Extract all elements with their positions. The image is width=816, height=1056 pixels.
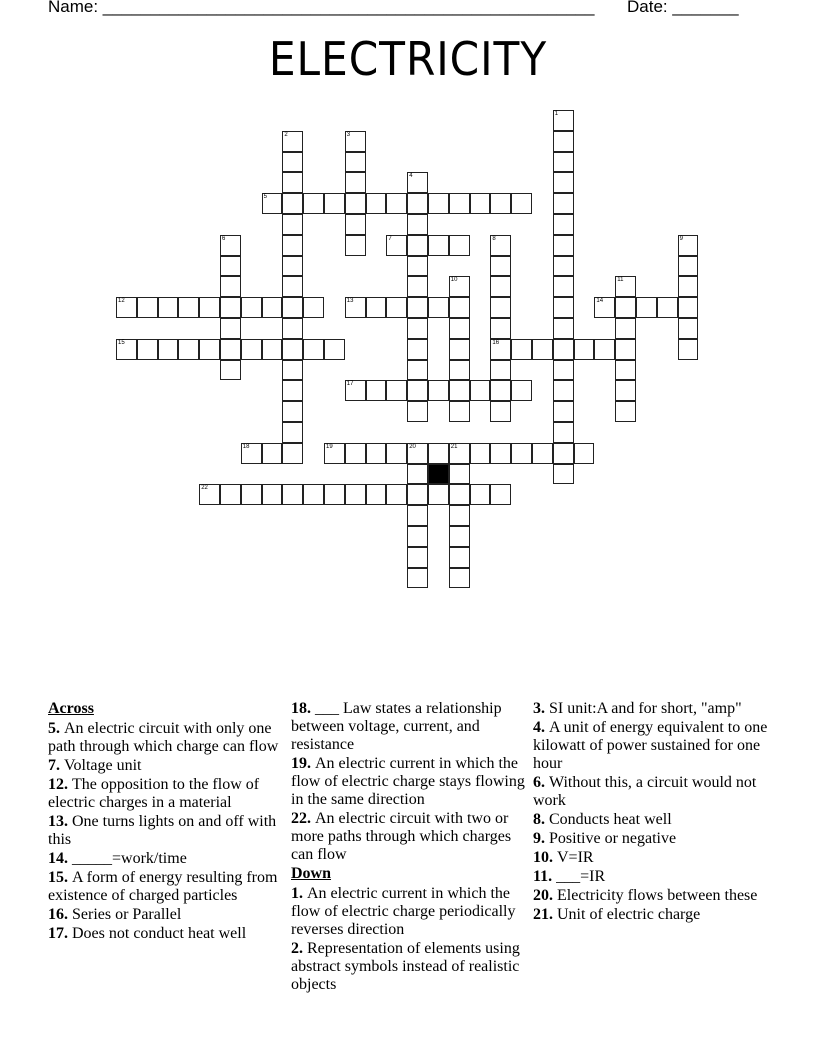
clue-text: Positive or negative [549,830,677,847]
grid-cell[interactable] [386,443,407,464]
down-clue [533,830,773,848]
grid-cell[interactable] [282,172,303,193]
grid-cell[interactable] [345,297,366,318]
down-clue [533,906,773,924]
grid-cell[interactable] [241,484,262,505]
grid-cell[interactable] [449,318,470,339]
grid-cell[interactable] [220,256,241,277]
clue-text: The opposition to the flow of electric charges in a material [48,776,260,811]
grid-cell[interactable] [386,235,407,256]
grid-cell[interactable] [615,276,636,297]
clue-number: 4 [409,173,413,180]
clue-number: 9 [679,235,683,242]
grid-cell[interactable] [386,484,407,505]
clue-text: An electric circuit with two or more paths through which charges can flow [291,810,512,863]
across-clue [291,810,531,864]
grid-cell[interactable] [615,297,636,318]
date-field-label[interactable]: Date: _______ [627,0,739,16]
grid-cell[interactable] [345,484,366,505]
grid-cell[interactable] [407,380,428,401]
grid-cell[interactable] [282,484,303,505]
grid-cell[interactable] [282,193,303,214]
grid-cell[interactable] [324,443,345,464]
grid-cell[interactable] [428,297,449,318]
grid-cell[interactable] [553,276,574,297]
clues-column-3 [533,700,773,925]
grid-cell[interactable] [407,464,428,485]
grid-cell[interactable] [532,443,553,464]
grid-cell[interactable] [490,235,511,256]
grid-cell[interactable] [553,339,574,360]
clue-number: 10 [450,277,458,284]
grid-cell[interactable] [116,339,137,360]
grid-cell[interactable] [241,297,262,318]
clue-text: An electric circuit with only one path through which charge can flow [48,720,279,755]
clue-number: 18. [291,700,315,717]
grid-cell[interactable] [158,297,179,318]
grid-cell[interactable] [407,568,428,589]
grid-cell[interactable] [449,484,470,505]
clue-number: 11. [533,868,557,885]
clue-text: An electric current in which the flow of electric charge periodically reverses direction [291,885,516,938]
down-clue [291,940,531,994]
down-clue [533,700,773,718]
across-heading: Across [48,700,94,717]
grid-cell[interactable] [407,360,428,381]
down-clue [533,868,773,886]
clue-number: 5 [263,194,267,201]
grid-cell[interactable] [282,276,303,297]
clue-number: 20 [409,443,416,450]
down-clue [533,774,773,810]
clue-text: Representation of elements using abstract symbols instead of realistic objects [291,940,520,993]
grid-cell[interactable] [345,131,366,152]
grid-cell[interactable] [386,193,407,214]
grid-cell[interactable] [282,443,303,464]
down-clue-list-part-2 [533,700,773,924]
grid-cell[interactable] [470,484,491,505]
grid-cell[interactable] [116,297,137,318]
grid-cell[interactable] [470,193,491,214]
clue-text: Conducts heat well [549,811,672,828]
across-clue [48,720,288,756]
grid-cell[interactable] [407,297,428,318]
clue-number: 19. [291,755,315,772]
grid-cell[interactable] [282,256,303,277]
grid-cell[interactable] [657,297,678,318]
grid-cell[interactable] [199,484,220,505]
grid-cell[interactable] [532,339,553,360]
grid-cell[interactable] [449,360,470,381]
clue-number: 3. [533,700,549,717]
name-field-label[interactable]: Name: ____________________________________________________ [48,0,595,16]
grid-cell[interactable] [553,360,574,381]
clue-text: SI unit:A and for short, "amp" [549,700,742,717]
grid-cell[interactable] [449,276,470,297]
grid-cell[interactable] [449,235,470,256]
grid-cell[interactable] [282,131,303,152]
across-clue [48,869,288,905]
grid-cell[interactable] [428,380,449,401]
clue-text: An electric current in which the flow of electric charge stays flowing in the same direction [291,755,525,808]
grid-cell[interactable] [366,297,387,318]
grid-cell[interactable] [407,443,428,464]
clue-number: 18 [242,443,250,450]
grid-cell[interactable] [615,318,636,339]
grid-cell[interactable] [490,193,511,214]
clue-number: 8 [492,235,496,242]
grid-cell[interactable] [282,360,303,381]
grid-cell[interactable] [282,214,303,235]
grid-cell[interactable] [615,339,636,360]
grid-cell[interactable] [199,339,220,360]
down-clue [291,885,531,939]
grid-cell[interactable] [262,484,283,505]
grid-cell[interactable] [262,297,283,318]
grid-cell[interactable] [407,526,428,547]
grid-cell[interactable] [449,505,470,526]
clue-number: 6 [222,235,226,242]
grid-cell[interactable] [511,443,532,464]
grid-cell[interactable] [282,318,303,339]
clue-text: Electricity flows between these [557,887,758,904]
clue-text: One turns lights on and off with this [48,813,277,848]
clue-number: 13 [346,298,354,305]
grid-cell[interactable] [553,256,574,277]
clue-text: ___ Law states a relationship between voltage, current, and resistance [291,700,502,753]
grid-cell[interactable] [428,443,449,464]
grid-cell[interactable] [407,172,428,193]
down-clue [533,849,773,867]
grid-cell[interactable] [386,297,407,318]
grid-cell[interactable] [553,214,574,235]
grid-cell[interactable] [449,547,470,568]
grid-cell[interactable] [490,360,511,381]
clue-number: 21 [450,443,458,450]
grid-cell[interactable] [407,193,428,214]
clue-number: 15. [48,869,72,886]
grid-cell[interactable] [282,339,303,360]
grid-cell[interactable] [615,380,636,401]
grid-cell[interactable] [407,235,428,256]
clue-number: 22 [201,485,208,492]
grid-cell[interactable] [345,172,366,193]
grid-cell[interactable] [553,110,574,131]
clue-number: 5. [48,720,64,737]
clue-number: 7 [388,235,392,242]
grid-cell[interactable] [678,297,699,318]
grid-cell[interactable] [345,235,366,256]
across-clue [48,757,288,775]
clue-text: Without this, a circuit would not work [533,774,757,809]
grid-cell[interactable] [553,318,574,339]
clue-number: 3 [346,131,351,138]
grid-cell[interactable] [407,214,428,235]
clue-number: 4. [533,719,549,736]
grid-cell[interactable] [282,297,303,318]
clue-number: 14 [596,298,604,305]
grid-cell[interactable] [553,152,574,173]
grid-cell[interactable] [511,380,532,401]
clue-number: 15 [118,339,125,346]
grid-cell[interactable] [449,568,470,589]
clue-number: 16. [48,906,72,923]
grid-cell[interactable] [282,422,303,443]
grid-cell[interactable] [490,256,511,277]
grid-cell[interactable] [449,193,470,214]
grid-cell[interactable] [553,443,574,464]
grid-cell[interactable] [345,193,366,214]
grid-cell[interactable] [303,193,324,214]
grid-cell[interactable] [345,380,366,401]
grid-cell[interactable] [345,214,366,235]
grid-cell[interactable] [594,339,615,360]
grid-cell[interactable] [553,172,574,193]
clue-number: 17. [48,925,72,942]
grid-cell[interactable] [428,235,449,256]
grid-cell[interactable] [220,484,241,505]
grid-cell[interactable] [511,193,532,214]
grid-cell[interactable] [449,464,470,485]
clue-number: 7. [48,757,64,774]
clue-number: 9. [533,830,549,847]
clue-number: 19 [326,443,333,450]
grid-cell[interactable] [449,297,470,318]
clue-text: Voltage unit [64,757,142,774]
grid-cell[interactable] [553,380,574,401]
grid-cell[interactable] [678,339,699,360]
clue-text: ___=IR [556,868,606,885]
clue-number: 2 [284,131,288,138]
clue-number: 12 [118,298,125,305]
grid-cell[interactable] [407,339,428,360]
grid-cell[interactable] [137,297,158,318]
grid-cell[interactable] [241,443,262,464]
grid-cell[interactable] [199,297,220,318]
grid-cell[interactable] [158,339,179,360]
grid-cell[interactable] [303,339,324,360]
grid-cell[interactable] [449,526,470,547]
grid-cell[interactable] [220,276,241,297]
grid-cell[interactable] [407,256,428,277]
grid-cell[interactable] [178,297,199,318]
across-clue [48,776,288,812]
clue-text: Series or Parallel [72,906,182,923]
grid-cell[interactable] [490,339,511,360]
grid-cell[interactable] [386,380,407,401]
across-clue [48,925,288,943]
grid-cell[interactable] [553,401,574,422]
grid-cell[interactable] [678,318,699,339]
clue-text: _____=work/time [72,850,187,867]
grid-cell[interactable] [324,339,345,360]
grid-cell[interactable] [366,484,387,505]
clue-text: Unit of electric charge [557,906,701,923]
down-clue-list-part-1 [291,885,531,994]
grid-cell[interactable] [428,484,449,505]
grid-cell[interactable] [490,276,511,297]
clue-text: Does not conduct heat well [72,925,247,942]
grid-cell[interactable] [490,380,511,401]
grid-cell[interactable] [553,297,574,318]
grid-cell[interactable] [678,276,699,297]
grid-cell[interactable] [282,401,303,422]
page-title: ELECTRICITY [268,32,548,86]
grid-cell[interactable] [407,484,428,505]
grid-cell[interactable] [428,193,449,214]
grid-cell[interactable] [678,235,699,256]
clue-text: A form of energy resulting from existence of charged particles [48,869,278,904]
clue-number: 2. [291,940,307,957]
grid-cell[interactable] [407,318,428,339]
grid-cell[interactable] [574,339,595,360]
clue-number: 20. [533,887,557,904]
grid-cell[interactable] [282,152,303,173]
grid-cell[interactable] [178,339,199,360]
clue-number: 13. [48,813,72,830]
grid-cell[interactable] [282,235,303,256]
black-cell [428,464,449,485]
grid-cell[interactable] [490,297,511,318]
grid-cell[interactable] [553,235,574,256]
grid-cell[interactable] [407,401,428,422]
grid-cell[interactable] [220,339,241,360]
grid-cell[interactable] [366,443,387,464]
down-clue [533,719,773,773]
grid-cell[interactable] [407,547,428,568]
grid-cell[interactable] [470,443,491,464]
across-clue [48,906,288,924]
across-clue [291,755,531,809]
clue-number: 1. [291,885,307,902]
down-heading: Down [291,865,332,882]
clue-number: 8. [533,811,549,828]
grid-cell[interactable] [324,484,345,505]
grid-cell[interactable] [220,297,241,318]
across-clue-list-part-2 [291,700,531,864]
grid-cell[interactable] [574,443,595,464]
grid-cell[interactable] [636,297,657,318]
grid-cell[interactable] [490,443,511,464]
grid-cell[interactable] [407,505,428,526]
down-clue [533,811,773,829]
grid-cell[interactable] [262,443,283,464]
grid-cell[interactable] [615,360,636,381]
clues-column-2 [291,700,531,995]
clue-number: 6. [533,774,549,791]
clue-number: 16 [492,339,500,346]
clue-number: 11 [617,277,624,284]
grid-cell[interactable] [345,152,366,173]
grid-cell[interactable] [490,318,511,339]
grid-cell[interactable] [553,422,574,443]
grid-cell[interactable] [449,443,470,464]
grid-cell[interactable] [470,380,491,401]
grid-cell[interactable] [345,443,366,464]
across-clue [48,813,288,849]
grid-cell[interactable] [137,339,158,360]
clue-number: 21. [533,906,557,923]
across-clue [291,700,531,754]
clue-number: 17 [346,381,354,388]
clue-text: V=IR [557,849,594,866]
grid-cell[interactable] [262,193,283,214]
grid-cell[interactable] [303,297,324,318]
grid-cell[interactable] [366,193,387,214]
grid-cell[interactable] [324,193,345,214]
grid-cell[interactable] [220,360,241,381]
grid-cell[interactable] [220,318,241,339]
down-clue [533,887,773,905]
grid-cell[interactable] [594,297,615,318]
clues-column-1 [48,700,288,944]
clue-text: A unit of energy equivalent to one kilowatt of power sustained for one hour [533,719,768,772]
grid-cell[interactable] [220,235,241,256]
across-clue [48,850,288,868]
grid-cell[interactable] [490,484,511,505]
grid-cell[interactable] [449,401,470,422]
clue-number: 10. [533,849,557,866]
grid-cell[interactable] [490,401,511,422]
clue-number: 22. [291,810,315,827]
grid-cell[interactable] [366,380,387,401]
grid-cell[interactable] [449,339,470,360]
clue-number: 1 [554,111,559,117]
grid-cell[interactable] [615,401,636,422]
grid-cell[interactable] [262,339,283,360]
grid-cell[interactable] [449,380,470,401]
clue-number: 12. [48,776,72,793]
grid-cell[interactable] [511,339,532,360]
grid-cell[interactable] [241,339,262,360]
grid-cell[interactable] [553,464,574,485]
grid-cell[interactable] [678,256,699,277]
clue-number: 14. [48,850,72,867]
grid-cell[interactable] [553,131,574,152]
grid-cell[interactable] [553,193,574,214]
grid-cell[interactable] [303,484,324,505]
across-clue-list-part-1 [48,720,288,943]
grid-cell[interactable] [282,380,303,401]
grid-cell[interactable] [407,276,428,297]
